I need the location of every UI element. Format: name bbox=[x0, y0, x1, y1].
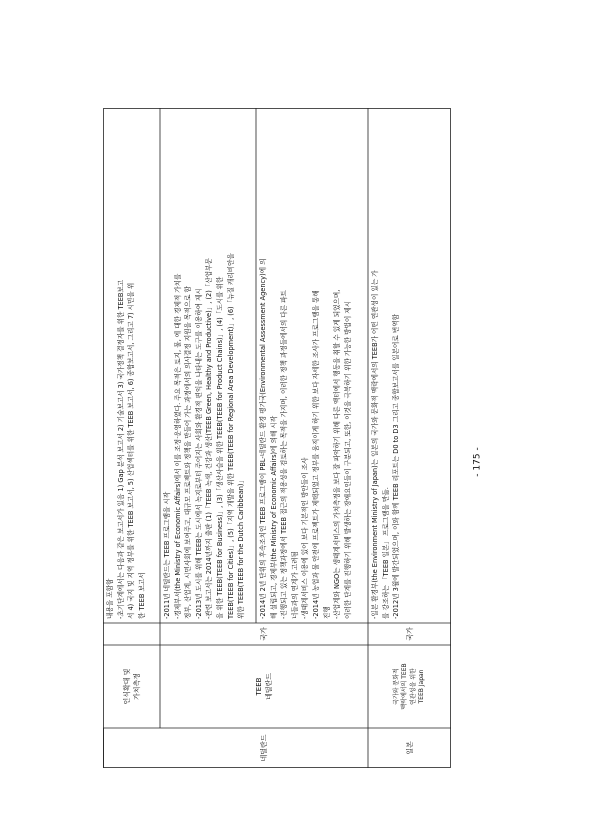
text-line: -2012년 3월에 발간되었으며, 이와 함께 TEEB 리포트는 D0 to D3 그리고 종합보고서를 일본어로 번역함 bbox=[392, 314, 401, 619]
page-number-label: - 175 - bbox=[473, 447, 483, 477]
text-line: -경제부서(the Ministry of Economic Affairs)에서 이를 조정·운영하였다. 주요 목적은 토지, 물, 에 대한 경제적 가치를 bbox=[173, 273, 182, 619]
country-japan: 일본 bbox=[405, 741, 414, 755]
text-line: 서 4) 국지 및 지역 정부를 위한 TEEB 보고서, 5) 산업섹터를 위한 TEEB 보고서, 6) 종합보고서, 그리고 7) 시민을 위 bbox=[127, 282, 136, 619]
description-row-netherlands-2014 bbox=[256, 108, 368, 623]
text-line: 해 설립되고, 경제부(the Ministry of Economic Affairs)에 의해 시작 bbox=[269, 415, 278, 619]
program-teeb-japan: 국가와 문화적 맥락에서의 TEEB 연관성을 위한 TEEB Japan bbox=[392, 663, 425, 710]
text-line: 내용을 포함함 bbox=[106, 578, 114, 619]
text-line: 위한 TEEB(TEEB for the Dutch Caribbean)」 bbox=[237, 476, 246, 619]
text-line: -초기단계에서는 다음과 같은 보고서가 있음 1) Gap 분석 보고서 2) 기술보고서 3) 국가정책 결정자를 위한 TEEB보고 bbox=[116, 279, 125, 619]
country-netherlands: 네덜란드 bbox=[260, 734, 268, 762]
text-line: 정부, 산업계, 시민사회에 보여주고, 대규모 프로젝트와 정책을 만들어 가는 과정에서의 의사결정 지원을 목적으로 함 bbox=[184, 286, 193, 619]
description-row-japan bbox=[368, 108, 451, 623]
description-column bbox=[103, 108, 451, 623]
program-teeb-netherlands: TEEB 네덜란드 bbox=[255, 672, 273, 701]
text-line: 을 위한 TEEB(TEEB for Business)」, (3)「생산사슬을 위한 TEEB(TEEB for Product Chains)」, (4)「도시를 위한 bbox=[215, 276, 224, 619]
level-japan: 국가 bbox=[405, 627, 414, 641]
text-line: -진행되고 있는 정책과정에서 TEEB 접근의 적용성을 검토하는 목적을 가지며, 이러한 정책 과정들에서의 다른 파트 bbox=[280, 290, 289, 619]
text-line: -2011년 네덜란드는 TEEB 프로그램을 시작 bbox=[163, 491, 171, 619]
text-line: TEEB(TEEB for Cities)」, (5)「지역 개발을 위한 TEEB(TEEB for Regional Area Development)」, (6)「뉴질 캐리비안을 bbox=[226, 253, 235, 619]
text-line: -일본 환경부(the Environment Ministry of Japan)는 일본의 국가와 문화적 맥락에서의 TEEB가 어떤 연관성이 있는 가 bbox=[371, 270, 379, 619]
program-awareness: 인식확대 및 가치측정 bbox=[122, 668, 141, 705]
text-line: 를 강조하는 「TEEB 일본」 프로그램을 만듦. bbox=[381, 487, 390, 619]
text-line: 한 TEEB 보고서 bbox=[137, 572, 146, 619]
level-column bbox=[103, 623, 451, 645]
country-column bbox=[103, 728, 451, 768]
text-line: -관련 보고서는 2014년까지 출판 (1)「TEEB 녹색, 건강과 생산(TEEB Green, Healthy and Productive)」, (2)「산업부문 bbox=[205, 258, 214, 619]
text-line: -2013년 도시를 위해 TEEB는 도시에서 녹지로부터 주어지는 사회와 환경적 편익을 나타내는 도구를 이용하여 제시 bbox=[194, 288, 203, 619]
text-line: -2014년 2년 단위의 후속조치인 TEEB 프로그램이 PBL-네덜란드 환경 평가국(Environmental Assessment Agency)에 의 bbox=[259, 258, 267, 619]
text-line: 진행 bbox=[322, 606, 331, 619]
program-column bbox=[103, 645, 451, 728]
text-line: -산업계와 NGO는 생태계서비스의 가치측정을 보다 잘 파악하기 위해 다른 액터에서 행동을 취할 수 있게 되었으며, bbox=[333, 289, 342, 619]
description-row-intro bbox=[103, 108, 160, 623]
level-netherlands: 국가 bbox=[260, 627, 268, 641]
rotated-table bbox=[103, 108, 451, 768]
text-line: -2014년 농업과 물 안전에 프로젝트가 제택되었고 정부를 움직이게 하기 위한 보다 자세한 조사가 프로그램을 통해 bbox=[311, 290, 320, 619]
page-number bbox=[468, 432, 488, 492]
description-row-netherlands-2011 bbox=[160, 108, 256, 623]
text-line: 이러한 단계를 진행하기 위해 발생하는 장애요인들이 구분되고, 또한, 이것을 극복하기 위한 가능한 방법이 제시 bbox=[343, 300, 352, 619]
text-line: 너들과의 연계가 고려됨 bbox=[290, 551, 299, 619]
text-line: -생태계서비스 이용에 있어 보다 기본적인 방안들이 조사 bbox=[301, 457, 310, 619]
